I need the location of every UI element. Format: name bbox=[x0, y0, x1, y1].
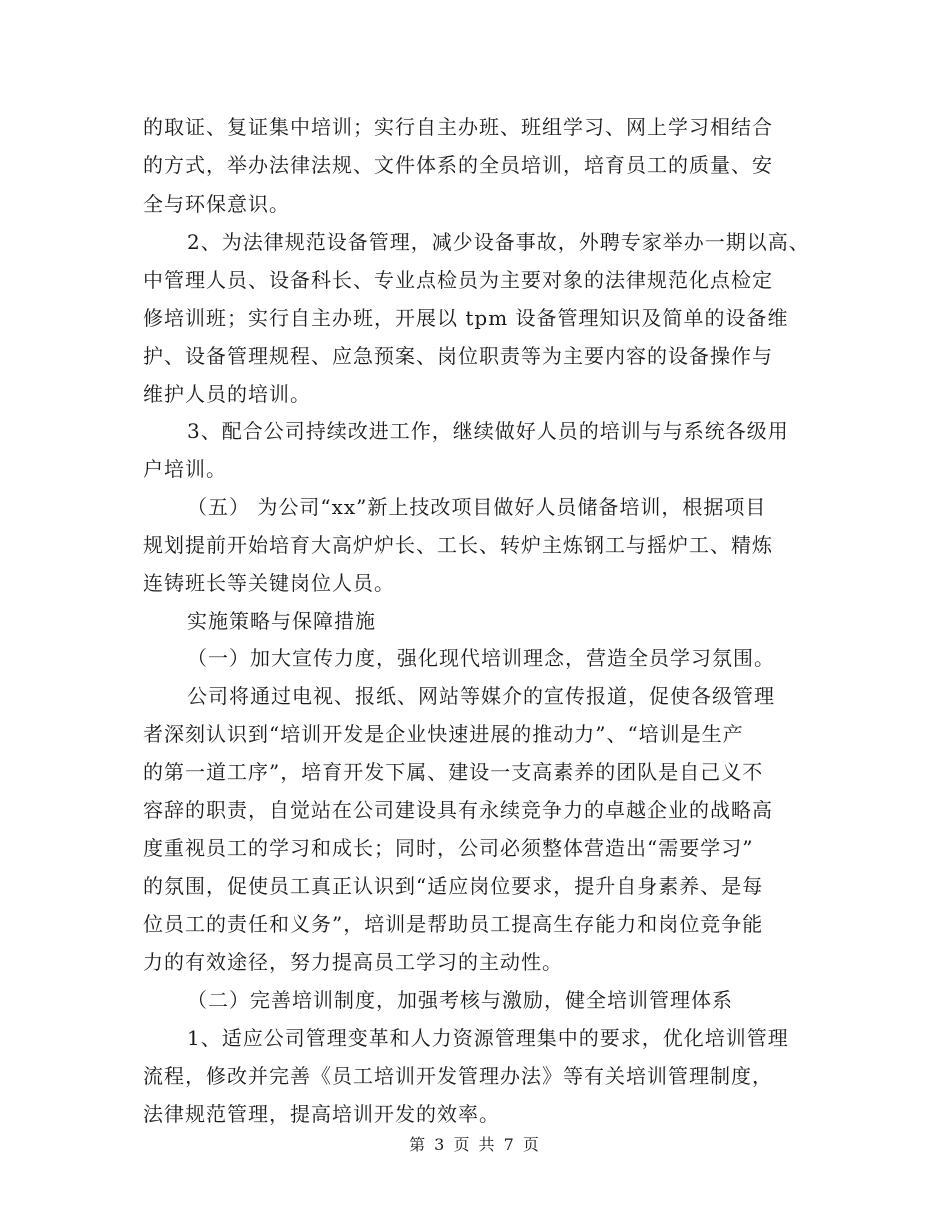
text-line: 的氛围，促使员工真正认识到“适应岗位要求，提升自身素养、是每 bbox=[143, 874, 764, 898]
text-line: 法律规范管理，提高培训开发的效率。 bbox=[143, 1102, 500, 1126]
text-line: 户培训。 bbox=[143, 457, 227, 481]
text-line: 规划提前开始培育大高炉炉长、工长、转炉主炼钢工与摇炉工、精炼 bbox=[143, 533, 773, 557]
text-line: 的方式，举办法律法规、文件体系的全员培训，培育员工的质量、安 bbox=[143, 153, 773, 177]
text-line: 1、适应公司管理变革和人力资源管理集中的要求，优化培训管理 bbox=[187, 1026, 789, 1050]
text-line: （五） 为公司“xx”新上技改项目做好人员储备培训，根据项目 bbox=[187, 495, 767, 519]
text-line: 者深刻认识到“培训开发是企业快速进展的推动力”、“培训是生产 bbox=[143, 722, 744, 746]
text-line: 中管理人员、设备科长、专业点检员为主要对象的法律规范化点检定 bbox=[143, 268, 773, 292]
text-line: 维护人员的培训。 bbox=[143, 382, 311, 406]
text-line: 容辞的职责，自觉站在公司建设具有永续竞争力的卓越企业的战略高 bbox=[143, 798, 773, 822]
text-line: 3、配合公司持续改进工作，继续做好人员的培训与与系统各级用 bbox=[187, 419, 789, 443]
text-line: 力的有效途径，努力提高员工学习的主动性。 bbox=[143, 950, 563, 974]
text-line: （一）加大宣传力度，强化现代培训理念，营造全员学习氛围。 bbox=[187, 646, 775, 670]
text-line: 度重视员工的学习和成长；同时，公司必须整体营造出“需要学习” bbox=[143, 836, 754, 860]
text-line: 的取证、复证集中培训；实行自主办班、班组学习、网上学习相结合 bbox=[143, 115, 773, 139]
text-line: 2、为法律规范设备管理，减少设备事故，外聘专家举办一期以高、 bbox=[187, 230, 810, 254]
page-footer: 第 3 页 共 7 页 bbox=[409, 1135, 541, 1154]
section-heading: 实施策略与保障措施 bbox=[187, 609, 376, 633]
text-line: 流程，修改并完善《员工培训开发管理办法》等有关培训管理制度， bbox=[143, 1064, 773, 1088]
text-line: 位员工的责任和义务”，培训是帮助员工提高生存能力和岗位竞争能 bbox=[143, 912, 764, 936]
text-line: 全与环保意识。 bbox=[143, 192, 290, 216]
text-line: 修培训班；实行自主办班，开展以 tpm 设备管理知识及简单的设备维 bbox=[143, 306, 789, 330]
text-line: （二）完善培训制度，加强考核与激励，健全培训管理体系 bbox=[187, 988, 733, 1012]
text-line: 护、设备管理规程、应急预案、岗位职责等为主要内容的设备操作与 bbox=[143, 344, 773, 368]
text-line: 公司将通过电视、报纸、网站等媒介的宣传报道，促使各级管理 bbox=[187, 684, 775, 708]
text-line: 的第一道工序”，培育开发下属、建设一支高素养的团队是自己义不 bbox=[143, 760, 764, 784]
text-line: 连铸班长等关键岗位人员。 bbox=[143, 571, 395, 595]
